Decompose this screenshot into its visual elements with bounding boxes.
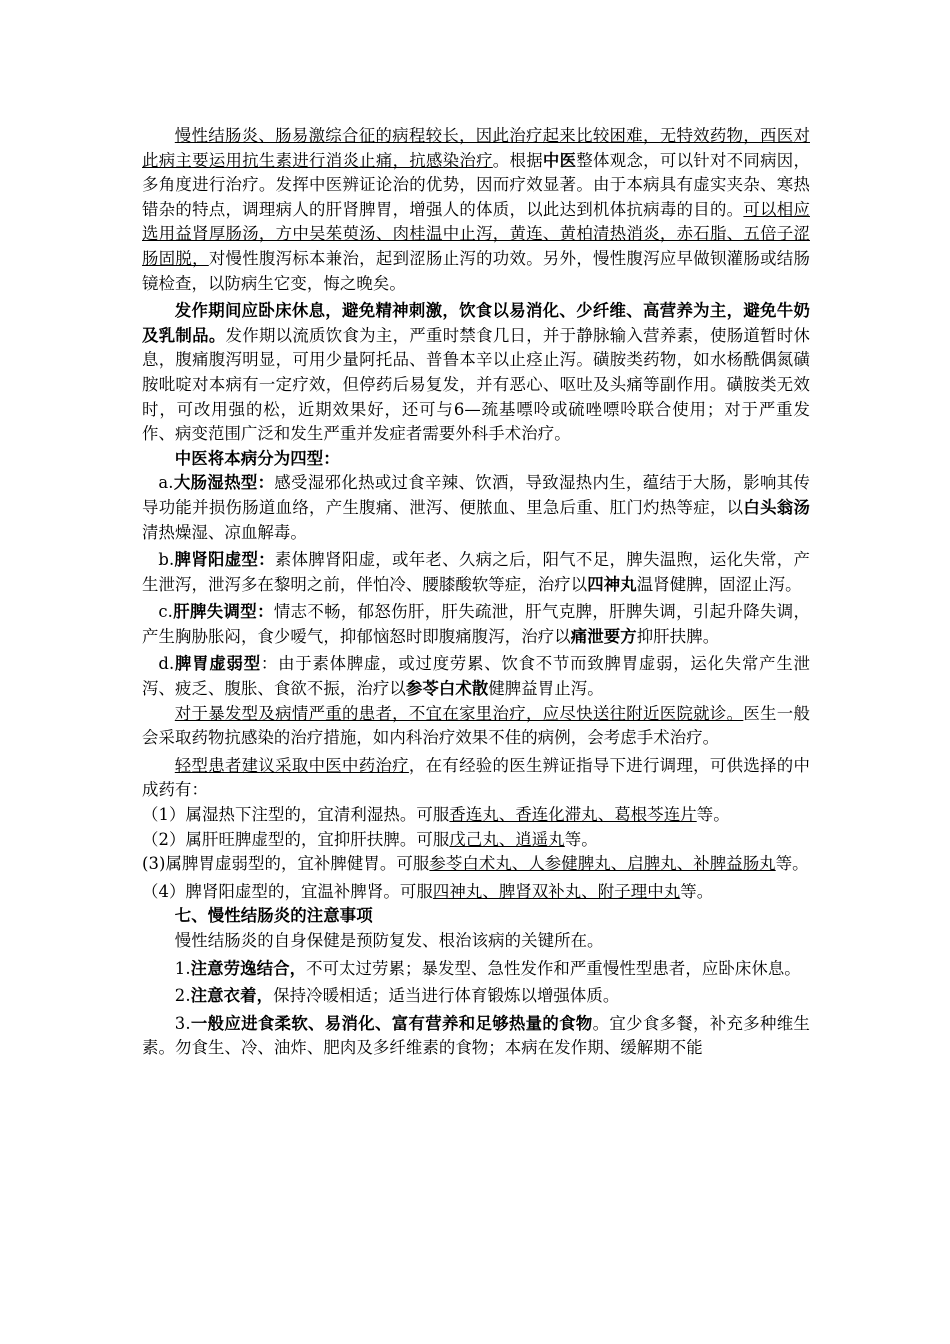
text: 感受湿邪化热或过食辛辣、饮酒，导致湿热内生，蕴结于大肠，影响其传导功能并损伤肠道血络，产生腹痛、泄泻、便脓血、里急后重、肛门灼热等症，以	[142, 473, 810, 517]
text: 等。	[564, 829, 598, 849]
paragraph-tcm-types-heading: 中医将本病分为四型：	[174, 448, 340, 468]
paragraph-mild-cases	[142, 754, 810, 803]
text: 医生一般会采取药物抗感染的治疗措施，如内科治疗效果不佳的病例，会考虑手术治疗。	[142, 703, 810, 748]
item-number: 2.	[174, 986, 191, 1006]
paragraph-acute-phase	[142, 299, 810, 447]
text: 抑肝扶脾。	[636, 626, 720, 646]
paragraph-type-d	[142, 652, 810, 701]
type-name: 脾肾阳虚型：	[174, 550, 275, 570]
paragraph-treatment-overview	[142, 124, 810, 296]
item-letter: b.	[158, 550, 175, 570]
text: 发作期以流质饮食为主，严重时禁食几日，并于静脉输入营养素，使肠道暂时休息，腹痛腹泻明显，可用少量阿托品、普鲁本辛以止痉止泻。磺胺类药物，如水杨酰偶氮磺胺吡啶对本病有一定疗效，但停药后易复发，并有恶心、呕吐及头痛等副作用。磺胺类无效时，可改用强的松，近期效果好，还可与6—巯基嘌呤或硫唑嘌呤联合使用；对于严重发作、病变范围广泛和发生严重并发症者需要外科手术治疗。	[142, 325, 811, 444]
text: （1）属湿热下注型的，宜清利湿热。可服	[142, 805, 450, 825]
care-item-2	[142, 984, 810, 1009]
text: 对慢性腹泻标本兼治，起到涩肠止泻的功效。另外，慢性腹泻应早做钡灌肠或结肠镜检查，以防病生它变，悔之晚矣。	[142, 248, 810, 293]
text: ：由于素体脾虚，或过度劳累、饮食不节而致脾胃虚弱，运化失常产生泄泻、疲乏、腹胀、食欲不振，治疗以	[142, 654, 811, 699]
bold-term: 中医	[542, 150, 577, 170]
text: 情志不畅，郁怒伤肝，肝失疏泄，肝气克脾，肝脾失调，引起升降失调，产生胸胁胀闷，食少嗳气，抑郁恼怒时即腹痛腹泻，治疗以	[142, 602, 810, 646]
remedy-name: 四神丸	[587, 574, 637, 594]
underlined-text: 轻型患者建议采取中医中药治疗	[174, 755, 409, 775]
item-number: 1.	[174, 958, 191, 978]
document-page	[142, 124, 810, 1061]
type-name: 肝脾失调型：	[172, 602, 274, 622]
item-number: 3.	[174, 1013, 191, 1033]
paragraph-type-c	[142, 600, 810, 649]
text: 等。	[680, 881, 714, 901]
section-heading: 七、慢性结肠炎的注意事项	[174, 906, 373, 926]
item-letter: a.	[158, 473, 174, 493]
text: 清热燥湿、凉血解毒。	[142, 522, 307, 542]
text: 不可太过劳累；暴发型、急性发作和严重慢性型患者，应卧床休息。	[306, 958, 801, 978]
text: （4）脾肾阳虚型的，宜温补脾肾。可服	[142, 881, 433, 901]
bold-text: 注意劳逸结合，	[190, 958, 307, 978]
text: （2）属肝旺脾虚型的，宜抑肝扶脾。可服	[142, 829, 450, 849]
text: 温肾健脾，固涩止泻。	[636, 574, 802, 594]
list-item-3	[142, 852, 810, 877]
text: 保持冷暖相适；适当进行体育锻炼以增强体质。	[273, 986, 620, 1006]
type-name: 脾胃虚弱型	[174, 654, 261, 674]
bold-text: 发作期间应卧床休息，避免精神刺激，饮食以易消化、少纤维、高营养为主，避免牛奶及乳制品。	[142, 301, 810, 345]
remedy-name: 白头翁汤	[743, 497, 810, 517]
care-item-3	[142, 1012, 810, 1061]
text: (3)属脾胃虚弱型的，宜补脾健胃。可服	[142, 854, 430, 874]
text: 健脾益胃止泻。	[488, 679, 604, 699]
remedy-name: 参苓白术散	[405, 679, 489, 699]
item-letter: d.	[158, 654, 175, 674]
care-item-1	[142, 957, 810, 982]
medicine-names: 参苓白术丸、人参健脾丸、启脾丸、补脾益肠丸	[429, 854, 776, 874]
medicine-names: 戊己丸、逍遥丸	[449, 829, 565, 849]
remedy-name: 痛泄要方	[570, 626, 637, 646]
medicine-names: 香连丸、香连化滞丸、葛根芩连片	[449, 805, 697, 825]
underlined-text: 可以相应选用益肾厚肠汤，方中吴茱萸汤、肉桂温中止泻，黄连、黄柏清热消炎，赤石脂、五倍子涩肠固脱，	[142, 199, 810, 268]
text: 素体脾肾阳虚，或年老、久病之后，阳气不足，脾失温煦，运化失常，产生泄泻，泄泻多在黎明之前，伴怕冷、腰膝酸软等症，治疗以	[142, 550, 810, 594]
paragraph-severe-cases	[142, 702, 810, 751]
text: 。宜少食多餐，补充多种维生素。勿食生、冷、油炸、肥肉及多纤维素的食物；本病在发作期、缓解期不能	[142, 1013, 810, 1058]
paragraph-self-care: 慢性结肠炎的自身保健是预防复发、根治该病的关键所在。	[174, 931, 604, 950]
bold-text: 一般应进食柔软、易消化、富有营养和足够热量的食物	[190, 1013, 593, 1033]
paragraph-type-a	[142, 471, 810, 545]
list-item-1	[142, 803, 810, 828]
text: 。根据	[492, 150, 543, 170]
underlined-text: 对于暴发型及病情严重的患者，不宜在家里治疗，应尽快送往附近医院就诊。	[174, 703, 744, 723]
text: 等。	[696, 805, 730, 825]
list-item-2	[142, 828, 810, 853]
bold-text: 注意衣着，	[190, 986, 274, 1006]
text: ，在有经验的医生辨证指导下进行调理，可供选择的中成药有：	[142, 755, 810, 800]
type-name: 大肠湿热型：	[173, 473, 275, 493]
underlined-text: 慢性结肠炎、肠易激综合征的病程较长，因此治疗起来比较困难，无特效药物，西医对此病主要运用抗生素进行消炎止痛，抗感染治疗	[142, 126, 810, 170]
text: 等。	[775, 854, 809, 874]
text: 整体观念，可以针对不同病因，多角度进行治疗。发挥中医辨证论治的优势，因而疗效显著。由于本病具有虚实夹杂、寒热错杂的特点，调理病人的肝肾脾胃，增强人的体质，以此达到机体抗病毒的目的。	[142, 150, 810, 219]
item-letter: c.	[158, 602, 173, 622]
paragraph-type-b	[142, 548, 810, 597]
list-item-4	[142, 880, 810, 905]
medicine-names: 四神丸、脾肾双补丸、附子理中丸	[432, 881, 681, 901]
